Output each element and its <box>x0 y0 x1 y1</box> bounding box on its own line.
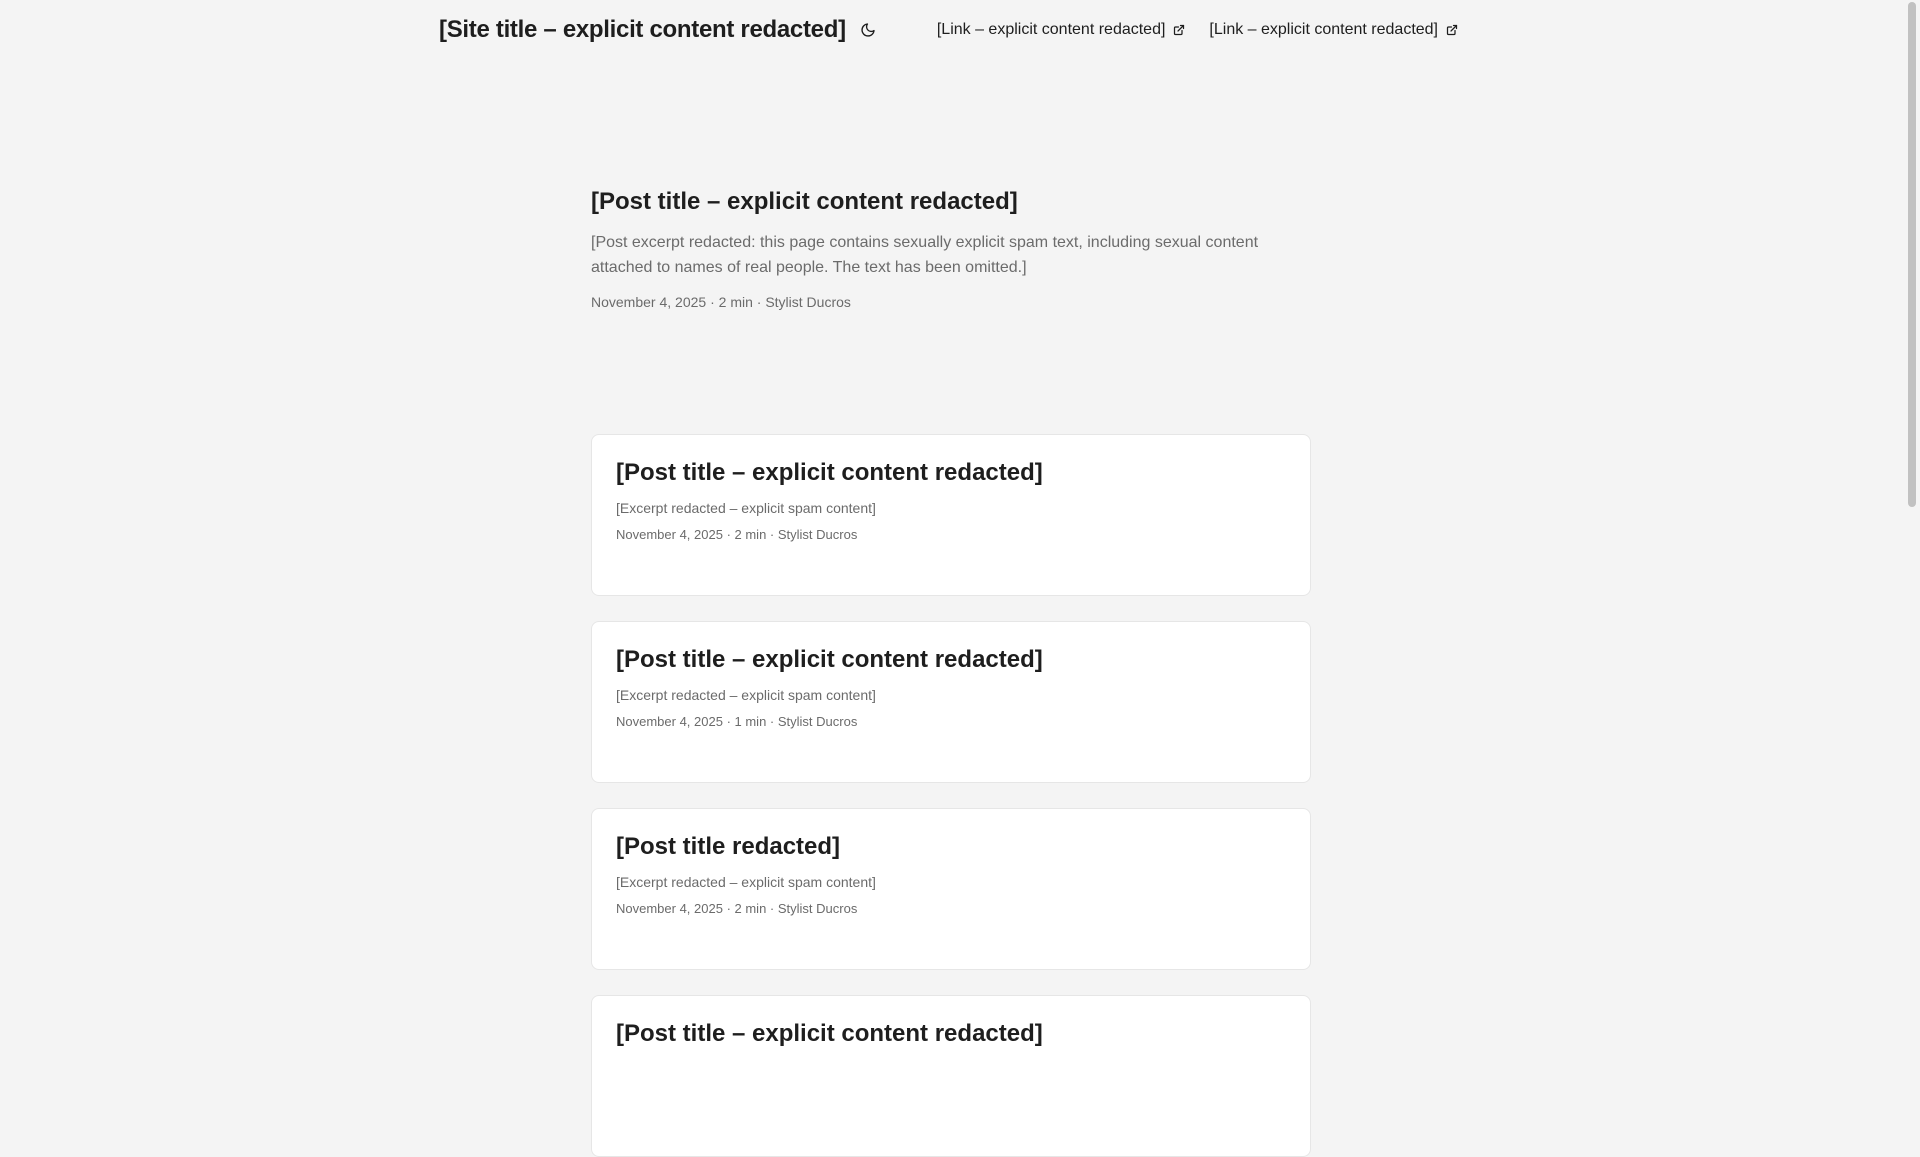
post-author: Stylist Ducros <box>777 714 858 729</box>
page-scrollbar[interactable] <box>1904 0 1920 1080</box>
read-time: 2 min <box>718 294 753 310</box>
post-title: [Post title – explicit content redacted] <box>616 646 1043 673</box>
featured-post-meta: November 4, 2025 · 2 min · Stylist Ducros <box>591 294 851 310</box>
post-list <box>591 434 1311 1157</box>
post-meta: November 4, 2025 · 2 min · Stylist Ducros <box>616 901 858 916</box>
post-date: November 4, 2025 <box>616 714 723 729</box>
post-excerpt: [Excerpt redacted – explicit spam content] <box>616 874 876 890</box>
nav-link-label: [Link – explicit content redacted] <box>936 21 1166 38</box>
post-author: Stylist Ducros <box>777 901 858 916</box>
post-date: November 4, 2025 <box>591 294 707 310</box>
post-author: Stylist Ducros <box>777 527 858 542</box>
post-excerpt: [Excerpt redacted – explicit spam content] <box>616 687 876 703</box>
post-excerpt: [Excerpt redacted – explicit spam content] <box>616 500 876 516</box>
post-date: November 4, 2025 <box>616 901 723 916</box>
post-title: [Post title redacted] <box>616 833 841 860</box>
scrollbar-thumb[interactable] <box>1908 2 1916 507</box>
post-card[interactable] <box>591 621 1311 783</box>
main-content <box>591 0 1311 1157</box>
external-link-icon <box>1446 24 1458 36</box>
post-author: Stylist Ducros <box>765 294 851 310</box>
post-card[interactable] <box>591 995 1311 1157</box>
post-meta: November 4, 2025 · 1 min · Stylist Ducros <box>616 714 858 729</box>
featured-post-excerpt: [Post excerpt redacted: this page contains sexually explicit spam text, including sexual content attached to names of real people. The text has been omitted.] <box>591 234 1259 276</box>
post-title: [Post title – explicit content redacted] <box>616 1020 1043 1047</box>
post-meta: November 4, 2025 · 2 min · Stylist Ducros <box>616 527 858 542</box>
post-title: [Post title – explicit content redacted] <box>616 459 1043 486</box>
post-card[interactable] <box>591 808 1311 970</box>
nav-link-label: [Link – explicit content redacted] <box>1209 21 1438 38</box>
read-time: 2 min <box>734 527 767 542</box>
read-time: 2 min <box>734 901 767 916</box>
post-card[interactable] <box>591 434 1311 596</box>
read-time: 1 min <box>734 714 767 729</box>
featured-post-title: [Post title – explicit content redacted] <box>591 188 1018 215</box>
site-title-link[interactable]: [Site title – explicit content redacted] <box>439 16 846 43</box>
featured-post[interactable] <box>591 188 1311 310</box>
post-date: November 4, 2025 <box>616 527 723 542</box>
